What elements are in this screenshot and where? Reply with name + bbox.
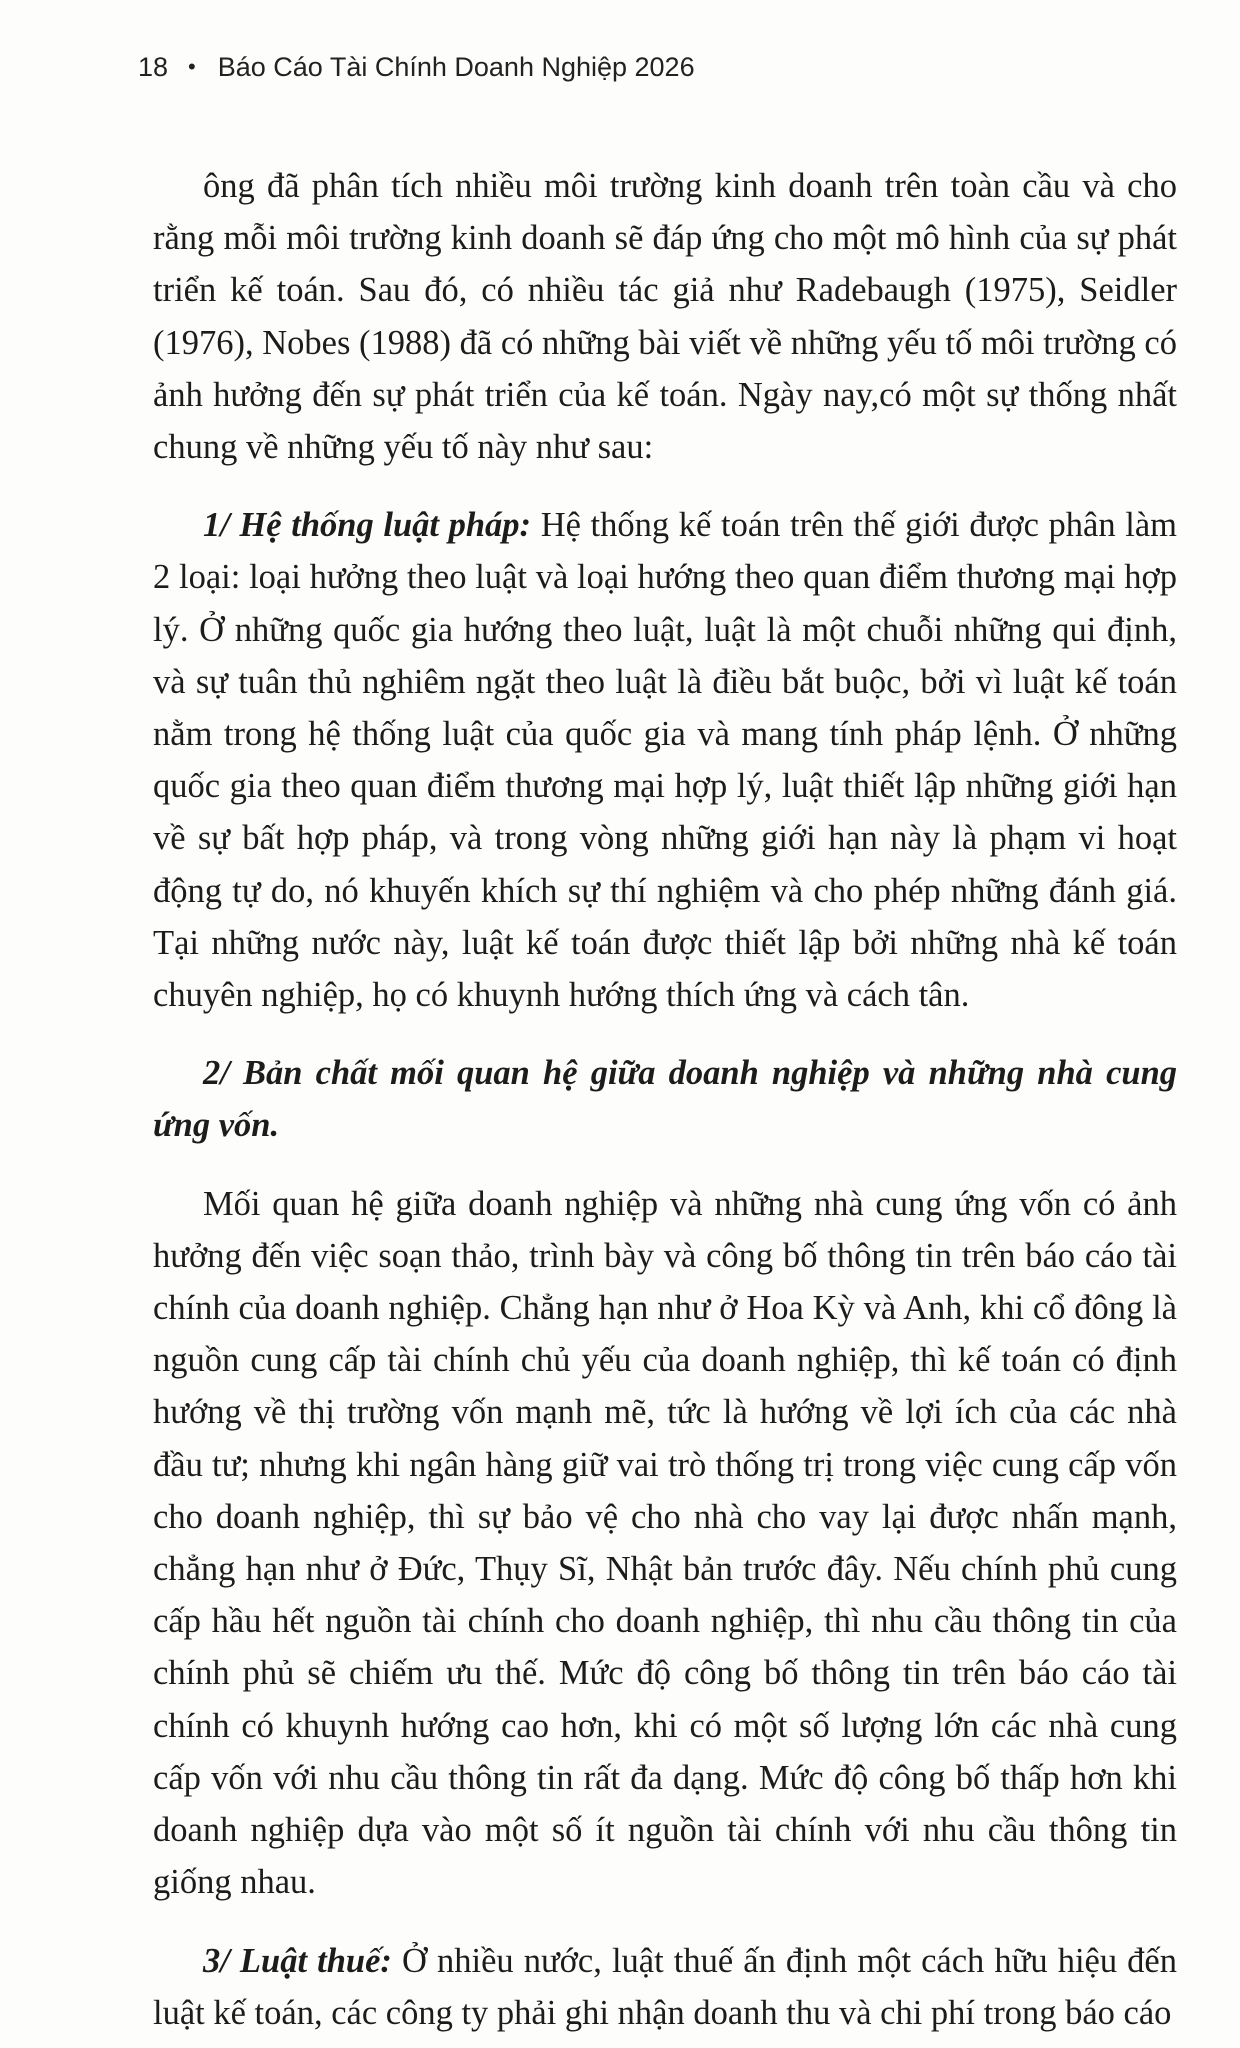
section-heading-tax-law: 3/ Luật thuế: [203,1941,392,1980]
book-title: Báo Cáo Tài Chính Doanh Nghiệp 2026 [217,52,695,82]
body-text [153,160,1177,2039]
paragraph-legal-system [153,499,1177,1021]
paragraph-intro: ông đã phân tích nhiều môi trường kinh doanh trên toàn cầu và cho rằng mỗi môi trường kinh doanh sẽ đáp ứng cho một mô hình của sự phát triển kế toán. Sau đó, có nhiều tác giả như Radebaugh (1975), Seidler (1976), Nobes (1988) đã có những bài viết về những yếu tố môi trường có ảnh hưởng đến sự phát triển của kế toán. Ngày nay,có một sự thống nhất chung về những yếu tố này như sau: [153,167,1177,467]
paragraph-legal-system-text: Hệ thống kế toán trên thế giới được phân làm 2 loại: loại hưởng theo luật và loại hướng theo quan điểm thương mại hợp lý. Ở những quốc gia hướng theo luật, luật là một chuỗi những qui định, và sự tuân thủ nghiêm ngặt theo luật là điều bắt buộc, bởi vì luật kế toán nằm trong hệ thống luật của quốc gia và mang tính pháp lệnh. Ở những quốc gia theo quan điểm thương mại hợp lý, luật thiết lập những giới hạn về sự bất hợp pháp, và trong vòng những giới hạn này là phạm vi hoạt động tự do, nó khuyến khích sự thí nghiệm và cho phép những đánh giá. Tại những nước này, luật kế toán được thiết lập bởi những nhà kế toán chuyên nghiệp, họ có khuynh hướng thích ứng và cách tân. [153,506,1177,1015]
bullet-icon: • [188,54,196,79]
paragraph-tax-law [153,1935,1177,2039]
running-header [138,52,695,83]
section-heading-legal-system: 1/ Hệ thống luật pháp: [203,506,532,545]
page-number: 18 [138,52,169,82]
paragraph-capital-providers: Mối quan hệ giữa doanh nghiệp và những nhà cung ứng vốn có ảnh hưởng đến việc soạn thảo, trình bày và công bố thông tin trên báo cáo tài chính của doanh nghiệp. Chẳng hạn như ở Hoa Kỳ và Anh, khi cổ đông là nguồn cung cấp tài chính chủ yếu của doanh nghiệp, thì kế toán có định hướng về thị trường vốn mạnh mẽ, tức là hướng về lợi ích của các nhà đầu tư; nhưng khi ngân hàng giữ vai trò thống trị trong việc cung cấp vốn cho doanh nghiệp, thì sự bảo vệ cho nhà cho vay lại được nhấn mạnh, chẳng hạn như ở Đức, Thụy Sĩ, Nhật bản trước đây. Nếu chính phủ cung cấp hầu hết nguồn tài chính cho doanh nghiệp, thì nhu cầu thông tin của chính phủ sẽ chiếm ưu thế. Mức độ công bố thông tin trên báo cáo tài chính có khuynh hướng cao hơn, khi có một số lượng lớn các nhà cung cấp vốn với nhu cầu thông tin rất đa dạng. Mức độ công bố thấp hơn khi doanh nghiệp dựa vào một số ít nguồn tài chính với nhu cầu thông tin giống nhau. [153,1184,1177,1902]
paragraph-tax-law-text: Ở nhiều nước, luật thuế ấn định một cách hữu hiệu đến luật kế toán, các công ty phải ghi nhận doanh thu và chi phí trong báo cáo [153,1941,1177,2032]
section-heading-capital-providers: 2/ Bản chất mối quan hệ giữa doanh nghiệp và những nhà cung ứng vốn. [153,1054,1177,1145]
